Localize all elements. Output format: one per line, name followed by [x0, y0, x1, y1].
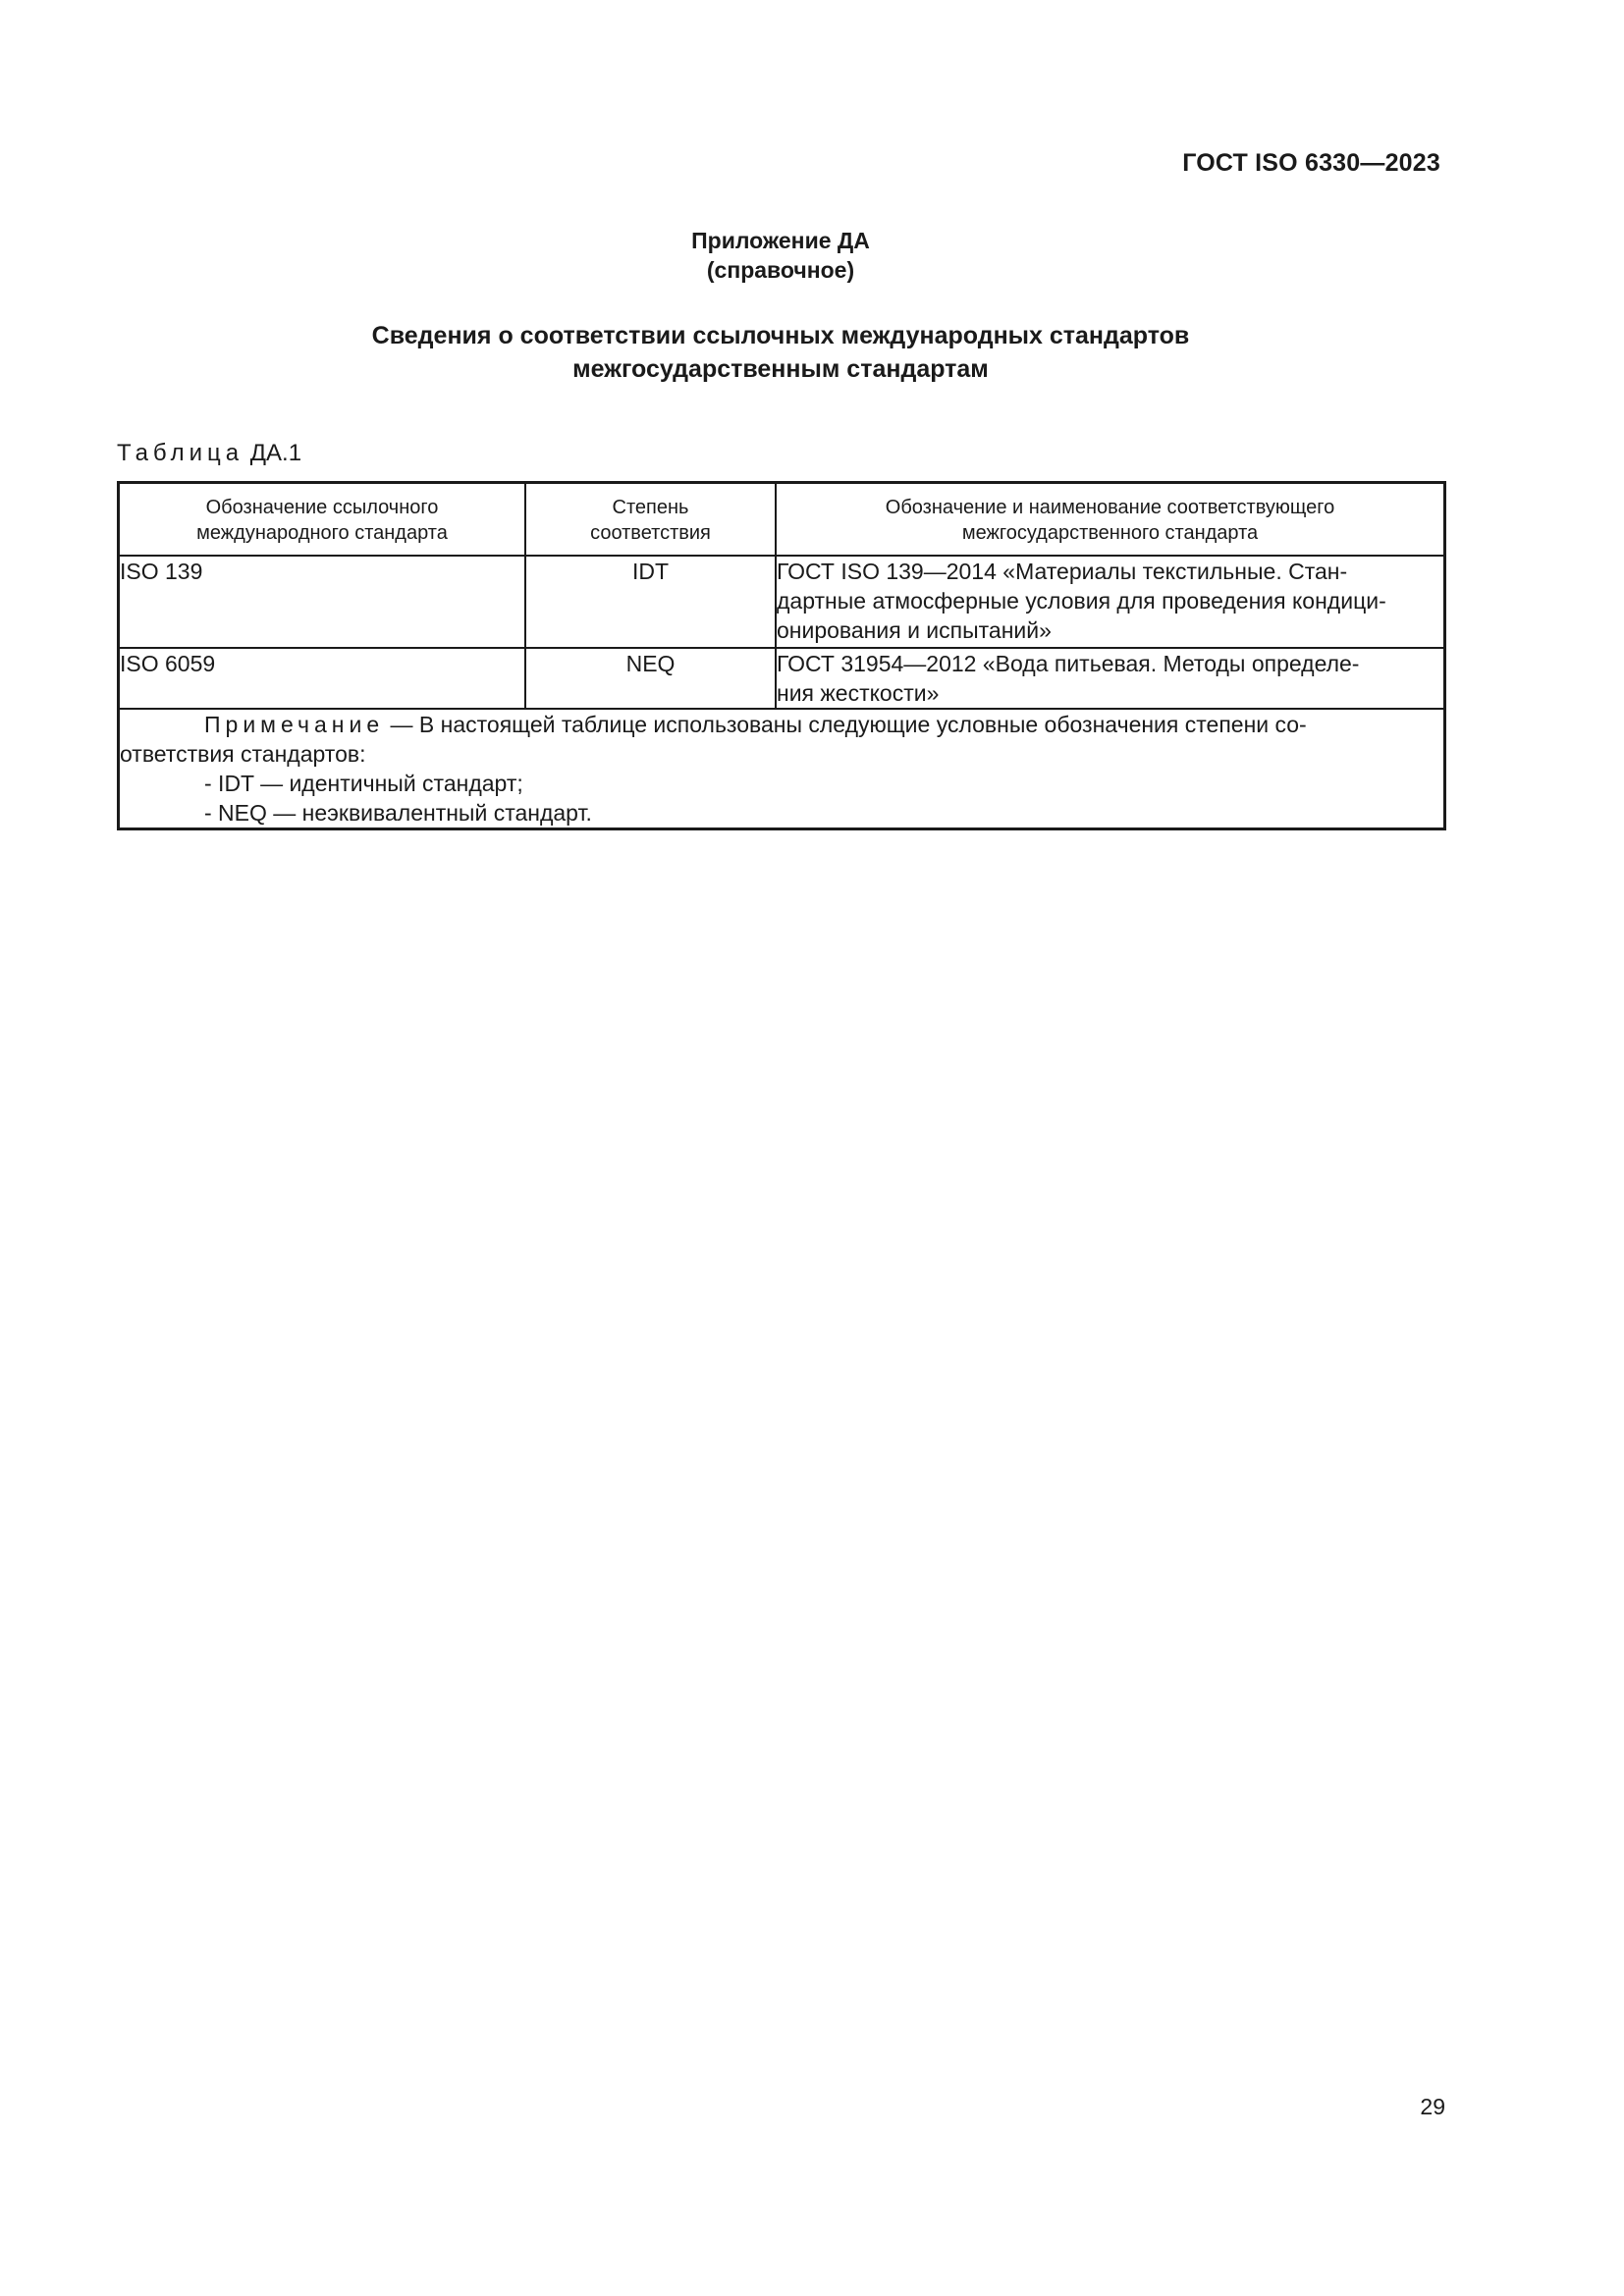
cell-text-line: дартные атмосферные условия для проведения кондици-	[777, 588, 1386, 614]
table-label	[117, 440, 301, 467]
column-header-line: соответствия	[590, 522, 711, 544]
annex-heading-line-2: межгосударственным стандартам	[572, 355, 989, 383]
cell-degree: NEQ	[525, 648, 776, 709]
column-header-line: международного стандарта	[196, 522, 448, 544]
annex-heading-line-1: Сведения о соответствии ссылочных международных стандартов	[371, 322, 1190, 349]
table-label-word: Таблица	[117, 440, 244, 466]
table-note-row	[119, 709, 1445, 829]
note-text: — В настоящей таблице использованы следующие условные обозначения степени со-	[384, 712, 1307, 737]
column-header-line: Обозначение ссылочного	[205, 497, 439, 518]
cell-interstate-standard	[776, 556, 1445, 648]
annex-title: Приложение ДА	[691, 228, 870, 253]
annex-heading	[0, 319, 1561, 386]
column-header-line: межгосударственного стандарта	[961, 522, 1259, 544]
note-item: - NEQ — неэквивалентный стандарт.	[204, 800, 592, 826]
note-text-continued: ответствия стандартов:	[120, 741, 366, 767]
note-label: Примечание	[204, 712, 385, 737]
note-item: - IDT — идентичный стандарт;	[204, 771, 523, 796]
page-number: 29	[1420, 2094, 1445, 2119]
column-header-line: Степень	[612, 497, 689, 518]
note-first-line	[120, 710, 1443, 739]
table-row	[119, 556, 1445, 648]
cell-text-line: ГОСТ ISO 139—2014 «Материалы текстильные. Стан-	[777, 559, 1348, 584]
table-note	[119, 709, 1445, 829]
cell-interstate-standard	[776, 648, 1445, 709]
column-header-interstate-standard	[776, 483, 1445, 557]
cell-reference-standard: ISO 139	[119, 556, 526, 648]
cell-reference-standard: ISO 6059	[119, 648, 526, 709]
document-code: ГОСТ ISO 6330—2023	[1182, 149, 1440, 177]
column-header-degree	[525, 483, 776, 557]
cell-text-line: онирования и испытаний»	[777, 617, 1052, 643]
annex-status: (справочное)	[706, 257, 855, 283]
cell-text-line: ния жесткости»	[777, 680, 940, 706]
column-header-line: Обозначение и наименование соответствующего	[885, 497, 1335, 518]
annex-title-block	[0, 226, 1561, 285]
table-label-number: ДА.1	[249, 440, 302, 466]
standards-correspondence-table	[117, 481, 1446, 830]
table-header-row	[119, 483, 1445, 557]
table-row	[119, 648, 1445, 709]
cell-text-line: ГОСТ 31954—2012 «Вода питьевая. Методы определе-	[777, 651, 1360, 676]
cell-degree: IDT	[525, 556, 776, 648]
column-header-reference-standard	[119, 483, 526, 557]
